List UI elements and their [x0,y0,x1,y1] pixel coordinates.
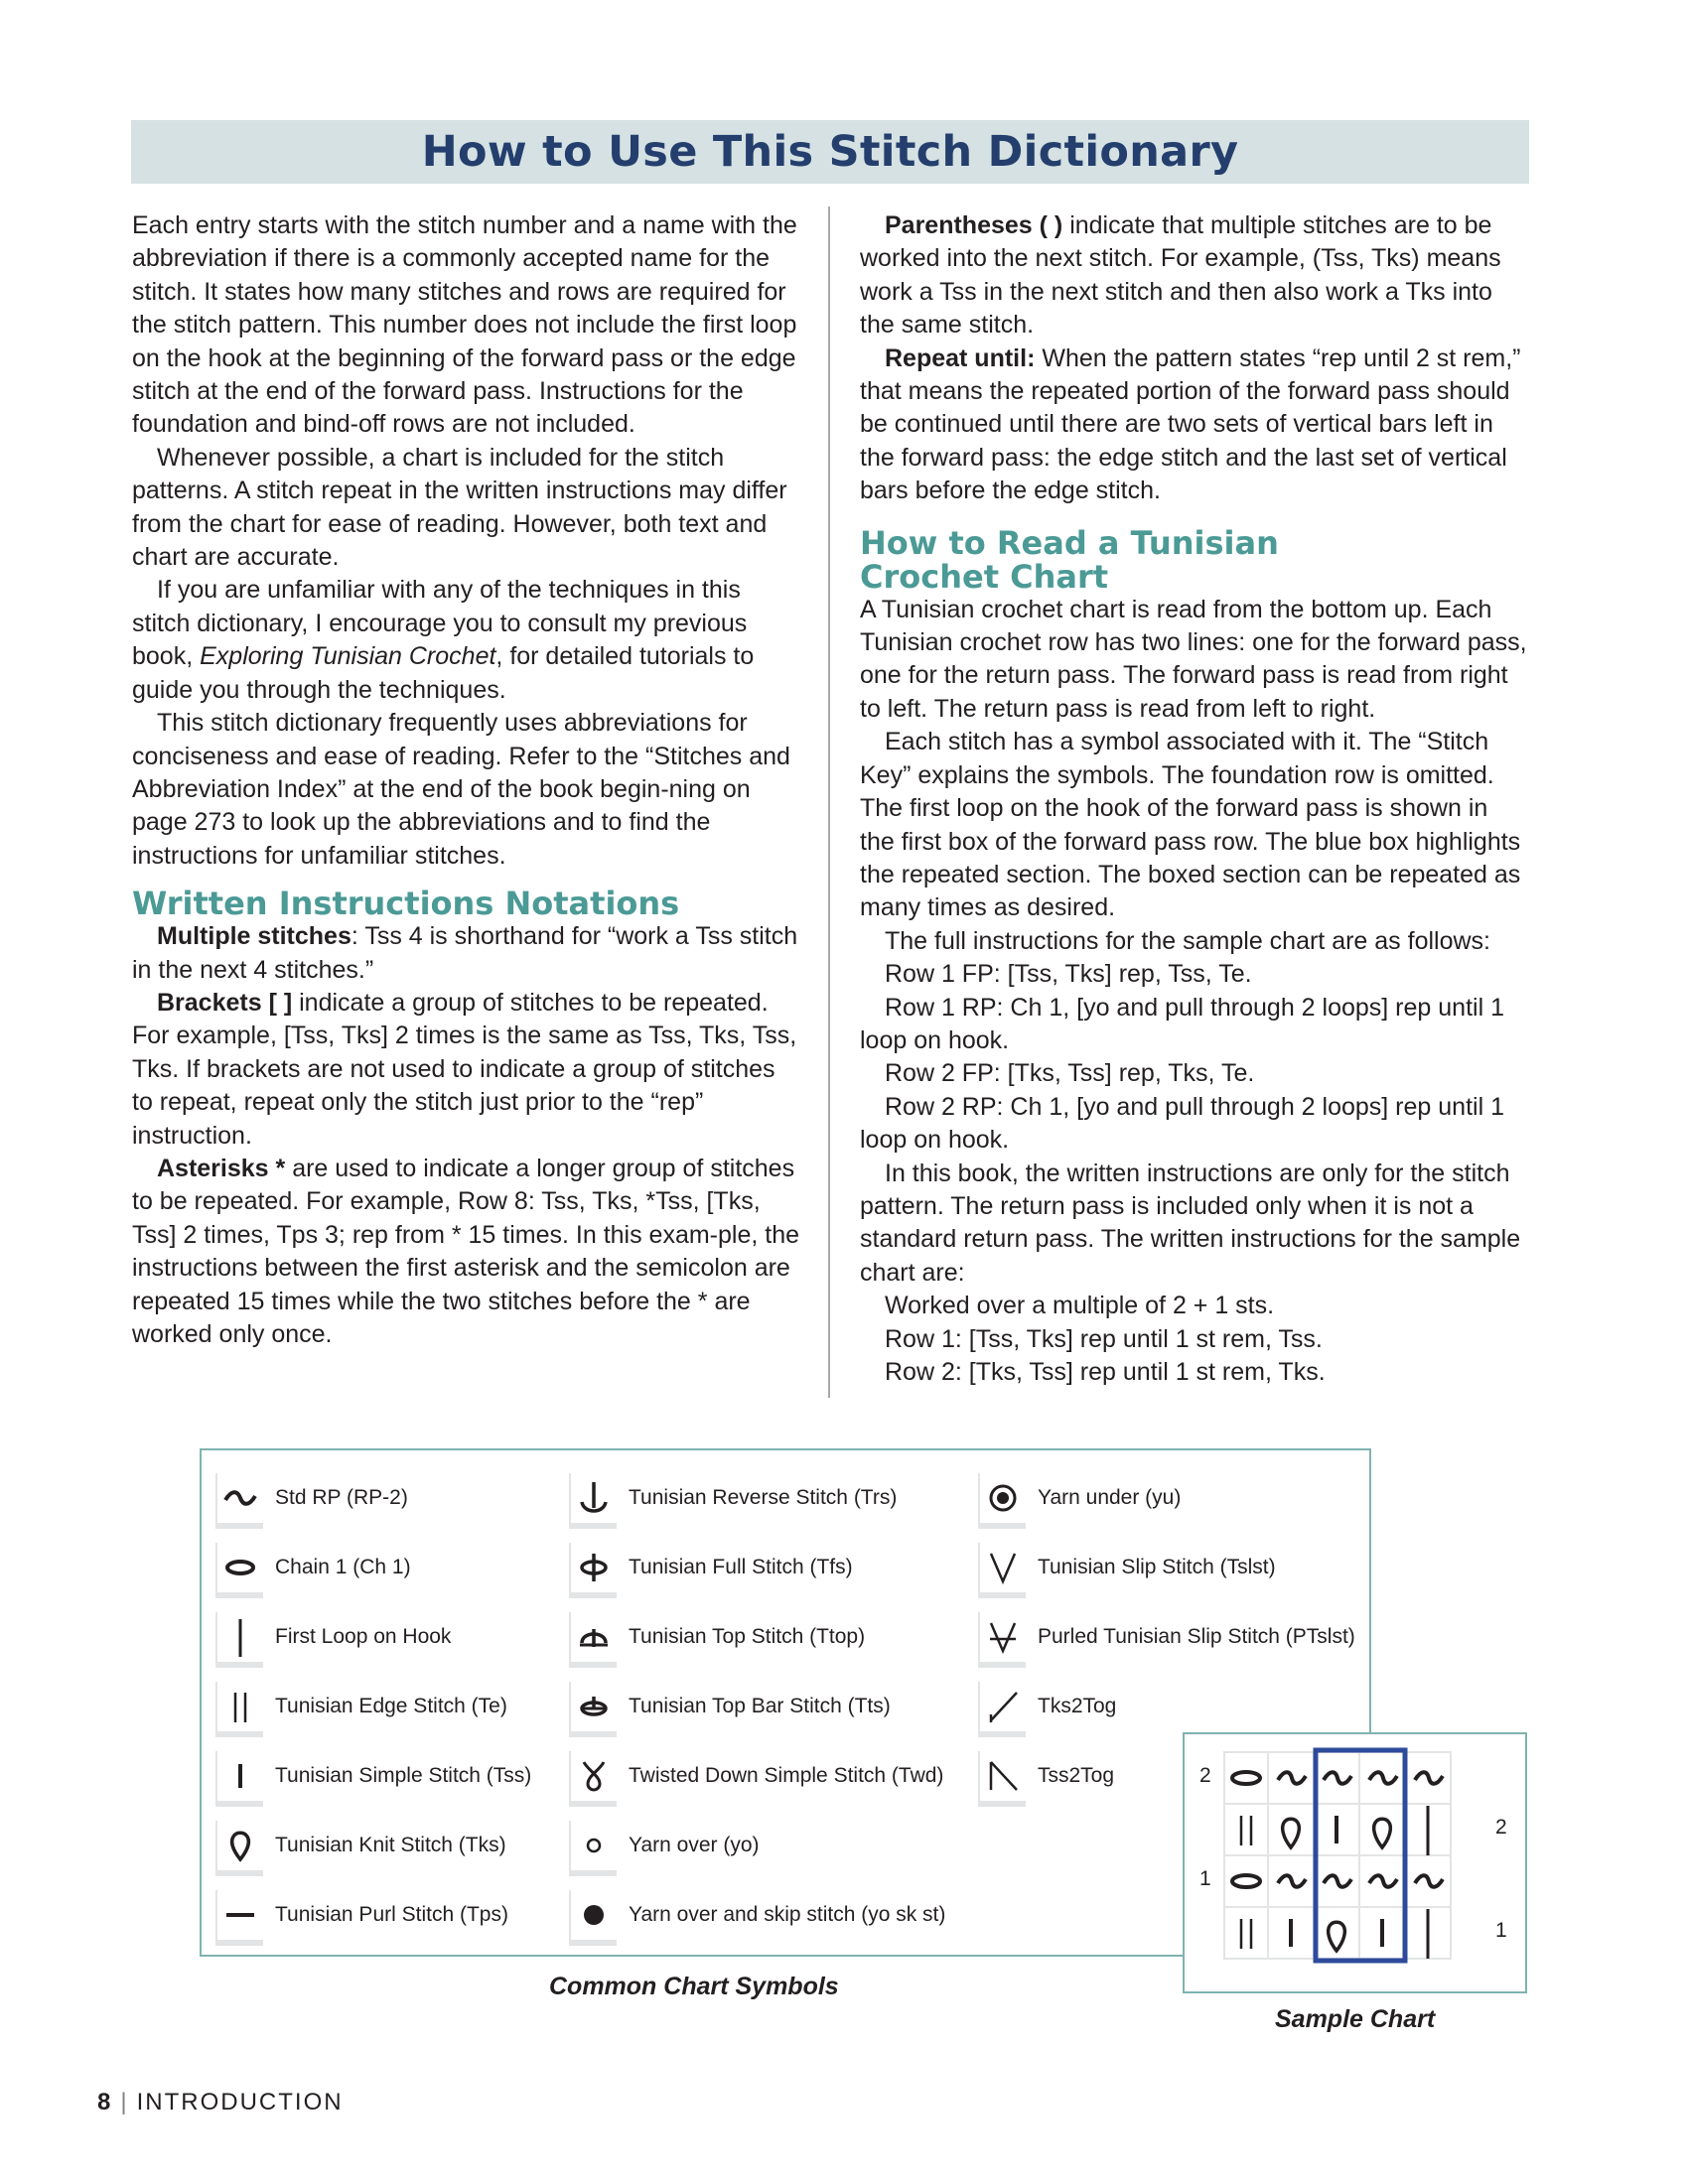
legend-item: Yarn over and skip stitch (yo sk st) [569,1889,945,1941]
legend-item: Purled Tunisian Slip Stitch (PTslst) [978,1611,1355,1663]
instruction-line: Row 2 FP: [Tks, Tss] rep, Tks, Te. [885,1059,1255,1088]
legend-item: Chain 1 (Ch 1) [215,1542,411,1593]
legend-item: First Loop on Hook [215,1611,451,1663]
section-name: INTRODUCTION [136,2089,344,2116]
instruction-line: Row 2 RP: Ch 1, [yo and pull through 2 loops] rep until 1 loop on hook. [860,1092,1504,1155]
paragraph: The full instructions for the sample chart are as follows: [885,926,1490,955]
double-bar-icon [215,1682,263,1731]
short-bar-icon [215,1751,263,1801]
paragraph: This stitch dictionary frequently uses abbreviations for conciseness and ease of reading. Refer to the “Stitches and Abbreviation Index” at the end of the book begin-ning on page 273 to look up the abbreviations and to find the instructions for unfamiliar stitches. [132,709,790,870]
legend-item: Yarn under (yu) [978,1472,1181,1524]
oval-icon [215,1543,263,1592]
dot-circle-icon [978,1473,1026,1523]
legend-item: Twisted Down Simple Stitch (Twd) [569,1750,943,1802]
legend-item: Tks2Tog [978,1681,1116,1732]
row-label: 2 [1199,1764,1211,1787]
top-bar-oval-icon [569,1682,617,1731]
page-number: 8 [97,2089,111,2116]
legend-item: Tunisian Reverse Stitch (Trs) [569,1472,897,1524]
paragraph: Each entry starts with the stitch number and a name with the abbreviation if there is a commonly accepted name for the stitch. It states how many stitches and rows are required for the stitch pattern. This number does not include the first loop on the hook at the beginning of the forward pass or the edge stitch at the end of the forward pass. Instructions for the foundation and bind-off rows are not included. [132,211,797,439]
filled-circle-icon [569,1890,617,1940]
row-label: 1 [1199,1867,1211,1890]
instruction-line: Row 1: [Tss, Tks] rep until 1 st rem, Tss. [885,1324,1323,1353]
small-circle-icon [569,1821,617,1870]
dash-icon [215,1890,263,1940]
slash-icon [978,1682,1026,1731]
instruction-line: Row 2: [Tks, Tss] rep until 1 st rem, Tks. [885,1358,1326,1386]
tilde-icon [215,1473,263,1523]
paragraph: A Tunisian crochet chart is read from the bottom up. Each Tunisian crochet row has two lines: one for the forward pass, one for the return pass. The forward pass is read from right to left. The return pass is read from left to right. [860,595,1527,723]
instruction-line: Row 1 RP: Ch 1, [yo and pull through 2 loops] rep until 1 loop on hook. [860,993,1504,1054]
vertical-bar-icon [215,1612,263,1662]
legend-item: Tunisian Full Stitch (Tfs) [569,1542,853,1593]
sample-chart-caption: Sample Chart [1275,2005,1436,2033]
title-bar [131,120,1529,184]
right-column [860,209,1528,1389]
paragraph: In this book, the written instructions are only for the stitch pattern. The return pass is included only when it is not a standard return pass. The written instructions for the sample chart are: [860,1159,1521,1287]
page-footer [97,2089,344,2116]
book-title: Exploring Tunisian Crochet [200,642,496,671]
notation-paragraph: Asterisks * are used to indicate a longer group of stitches to be repeated. For example, Row 8: Tss, Tks, *Tss, [Tks, Tss] 2 times, Tps 3; rep from * 15 times. In this exam-ple, the instructions between the first asterisk and the semicolon are repeated 15 times while the two stitches before the * are worked only once. [132,1154,800,1348]
notation-paragraph: Multiple stitches: Tss 4 is shorthand for “work a Tss stitch in the next 4 stitches.” [132,922,798,984]
legend-item: Tunisian Top Bar Stitch (Tts) [569,1681,891,1732]
instruction-line: Row 1 FP: [Tss, Tks] rep, Tss, Te. [885,960,1252,989]
teardrop-icon [215,1821,263,1870]
paragraph: Whenever possible, a chart is included for the stitch patterns. A stitch repeat in the written instructions may differ from the chart for ease of reading. However, both text and chart are accurate. [132,443,787,572]
legend-item: Tunisian Purl Stitch (Tps) [215,1889,508,1941]
v-icon [978,1543,1026,1592]
legend-item: Tunisian Simple Stitch (Tss) [215,1750,531,1802]
column-divider [828,206,830,1398]
row-label: 2 [1495,1816,1507,1839]
legend-item: Tss2Tog [978,1750,1114,1802]
section-heading: How to Read a Tunisian Crochet Chart [860,523,1279,596]
footer-separator: | [120,2089,127,2116]
legend-item: Std RP (RP-2) [215,1472,408,1524]
symbols-caption: Common Chart Symbols [549,1973,839,2000]
twisted-icon [569,1751,617,1801]
notation-paragraph: Repeat until: When the pattern states “rep until 2 st rem,” that means the repeated portion of the forward pass should be continued until there are two sets of vertical bars left in the forward pass: the edge stitch and the last set of vertical bars before the edge stitch. [860,343,1521,505]
legend-item: Tunisian Knit Stitch (Tks) [215,1820,506,1871]
instruction-line: Worked over a multiple of 2 + 1 sts. [885,1292,1275,1320]
notation-paragraph: Parentheses ( ) indicate that multiple stitches are to be worked into the next stitch. For example, (Tss, Tks) means work a Tss in the next stitch and then also work a Tks into the same stitch. [860,211,1501,340]
sample-chart [1183,1732,1527,1993]
section-heading: Written Instructions Notations [132,885,680,923]
legend-item: Tunisian Edge Stitch (Te) [215,1681,507,1732]
legend-item: Tunisian Slip Stitch (Tslst) [978,1542,1276,1593]
paragraph: Each stitch has a symbol associated with it. The “Stitch Key” explains the symbols. The foundation row is omitted. The first loop on the hook of the forward pass is shown in the first box of the forward pass row. The blue box highlights the repeated section. The boxed section can be repeated as many times as desired. [860,728,1521,922]
page-title: How to Use This Stitch Dictionary [421,127,1239,177]
sample-chart-grid [1185,1734,1525,1991]
left-column [132,209,799,1351]
top-arc-icon [569,1612,617,1662]
notation-paragraph: Brackets [ ] indicate a group of stitches to be repeated. For example, [Tss, Tks] 2 times is the same as Tss, Tks, Tss, Tks. If brackets are not used to indicate a group of stitches to repeat, repeat only the stitch just prior to the “rep” instruction. [132,988,797,1150]
legend-item: Tunisian Top Stitch (Ttop) [569,1611,865,1663]
legend-item: Yarn over (yo) [569,1820,760,1871]
row-label: 1 [1495,1919,1507,1942]
crossed-oval-icon [569,1543,617,1592]
v-bar-icon [978,1612,1026,1662]
anchor-icon [569,1473,617,1523]
paragraph: If you are unfamiliar with any of the techniques in this stitch dictionary, I encourage you to consult my previous book, Exploring Tunisian Crochet, for detailed tutorials to guide you through the techniques. [132,576,755,704]
backslash-icon [978,1751,1026,1801]
